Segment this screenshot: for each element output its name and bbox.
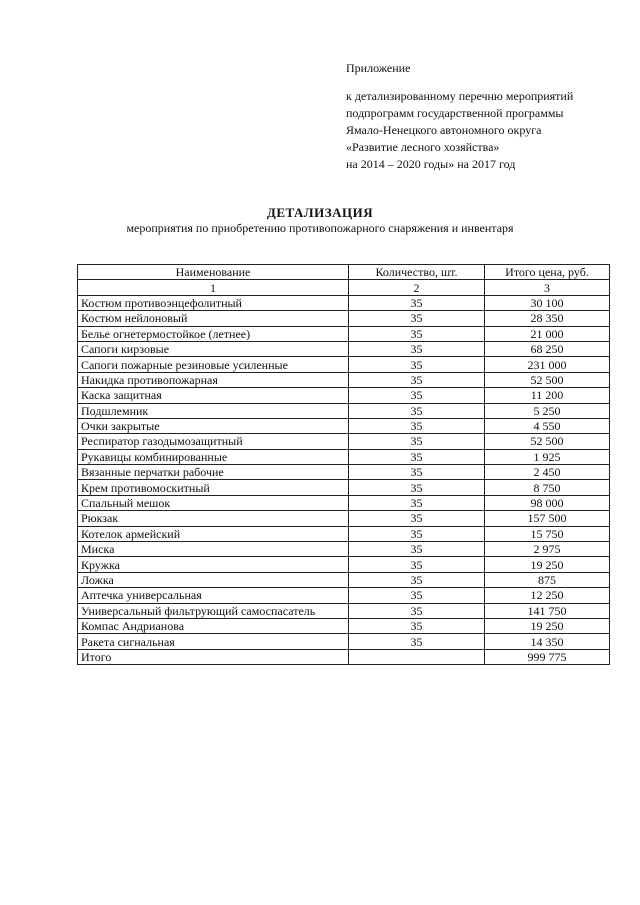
item-quantity-cell: 35 xyxy=(349,588,485,603)
table-row xyxy=(78,542,610,557)
appendix-line: Ямало-Ненецкого автономного округа xyxy=(346,123,542,137)
item-quantity-cell: 35 xyxy=(349,480,485,495)
item-name-cell: Рукавицы комбинированные xyxy=(78,449,349,464)
column-number-2: 2 xyxy=(349,280,485,295)
item-quantity-cell: 35 xyxy=(349,372,485,387)
table-row xyxy=(78,480,610,495)
item-total-cell: 2 975 xyxy=(485,542,610,557)
header-total: Итого цена, руб. xyxy=(485,265,610,280)
column-number-3: 3 xyxy=(485,280,610,295)
item-quantity-cell: 35 xyxy=(349,542,485,557)
item-quantity-cell: 35 xyxy=(349,449,485,464)
item-total-cell: 21 000 xyxy=(485,326,610,341)
item-name-cell: Аптечка универсальная xyxy=(78,588,349,603)
item-name-cell: Спальный мешок xyxy=(78,495,349,510)
header-name: Наименование xyxy=(78,265,349,280)
item-quantity-cell: 35 xyxy=(349,557,485,572)
table-row xyxy=(78,326,610,341)
item-quantity-cell: 35 xyxy=(349,295,485,310)
item-name-cell: Респиратор газодымозащитный xyxy=(78,434,349,449)
item-quantity-cell: 35 xyxy=(349,434,485,449)
item-total-cell: 14 350 xyxy=(485,634,610,649)
table-row xyxy=(78,465,610,480)
document-subtitle: мероприятия по приобретению противопожарного снаряжения и инвентаря xyxy=(126,221,514,235)
appendix-line: на 2014 – 2020 годы» на 2017 год xyxy=(346,157,516,171)
item-total-cell: 12 250 xyxy=(485,588,610,603)
header-quantity: Количество, шт. xyxy=(349,265,485,280)
item-name-cell: Каска защитная xyxy=(78,388,349,403)
table-row xyxy=(78,341,610,356)
item-total-cell: 875 xyxy=(485,572,610,587)
item-name-cell: Сапоги пожарные резиновые усиленные xyxy=(78,357,349,372)
table-body xyxy=(78,295,610,664)
item-name-cell: Накидка противопожарная xyxy=(78,372,349,387)
item-total-cell: 157 500 xyxy=(485,511,610,526)
item-quantity-cell: 35 xyxy=(349,572,485,587)
item-name-cell: Компас Андрианова xyxy=(78,618,349,633)
item-quantity-cell: 35 xyxy=(349,634,485,649)
table-row xyxy=(78,418,610,433)
table-header-row xyxy=(78,265,610,280)
item-name-cell: Кружка xyxy=(78,557,349,572)
table-row xyxy=(78,295,610,310)
item-quantity-cell: 35 xyxy=(349,326,485,341)
item-name-cell: Подшлемник xyxy=(78,403,349,418)
item-quantity-cell: 35 xyxy=(349,403,485,418)
table-row xyxy=(78,511,610,526)
detail-table xyxy=(77,264,610,665)
table-row xyxy=(78,434,610,449)
item-name-cell: Универсальный фильтрующий самоспасатель xyxy=(78,603,349,618)
item-total-cell: 5 250 xyxy=(485,403,610,418)
item-name-cell: Белье огнетермостойкое (летнее) xyxy=(78,326,349,341)
item-total-cell: 30 100 xyxy=(485,295,610,310)
item-total-cell: 52 500 xyxy=(485,372,610,387)
item-quantity-cell: 35 xyxy=(349,311,485,326)
item-name-cell: Рюкзак xyxy=(78,511,349,526)
item-name-cell: Миска xyxy=(78,542,349,557)
document-title: ДЕТАЛИЗАЦИЯ xyxy=(266,205,374,220)
item-total-cell: 4 550 xyxy=(485,418,610,433)
item-total-cell: 15 750 xyxy=(485,526,610,541)
table-total-row xyxy=(78,649,610,664)
item-quantity-cell: 35 xyxy=(349,418,485,433)
item-name-cell: Котелок армейский xyxy=(78,526,349,541)
item-total-cell: 19 250 xyxy=(485,618,610,633)
table-row xyxy=(78,603,610,618)
item-total-cell: 68 250 xyxy=(485,341,610,356)
item-name-cell: Очки закрытые xyxy=(78,418,349,433)
item-name-cell: Ложка xyxy=(78,572,349,587)
item-name-cell: Костюм нейлоновый xyxy=(78,311,349,326)
table-row xyxy=(78,357,610,372)
item-total-cell: 28 350 xyxy=(485,311,610,326)
item-quantity-cell: 35 xyxy=(349,495,485,510)
item-quantity-cell: 35 xyxy=(349,511,485,526)
item-name-cell: Ракета сигнальная xyxy=(78,634,349,649)
total-quantity-cell xyxy=(349,649,485,664)
table-row xyxy=(78,588,610,603)
item-total-cell: 2 450 xyxy=(485,465,610,480)
table-row xyxy=(78,495,610,510)
table-row xyxy=(78,388,610,403)
item-total-cell: 52 500 xyxy=(485,434,610,449)
appendix-block xyxy=(346,60,626,173)
item-total-cell: 8 750 xyxy=(485,480,610,495)
item-total-cell: 98 000 xyxy=(485,495,610,510)
table-row xyxy=(78,634,610,649)
appendix-line: «Развитие лесного хозяйства» xyxy=(346,140,500,154)
appendix-line: подпрограмм государственной программы xyxy=(346,106,564,120)
item-quantity-cell: 35 xyxy=(349,603,485,618)
table-row xyxy=(78,526,610,541)
item-quantity-cell: 35 xyxy=(349,388,485,403)
appendix-heading: Приложение xyxy=(346,61,411,75)
item-quantity-cell: 35 xyxy=(349,465,485,480)
table-row xyxy=(78,403,610,418)
item-total-cell: 231 000 xyxy=(485,357,610,372)
item-total-cell: 11 200 xyxy=(485,388,610,403)
table-row xyxy=(78,449,610,464)
item-total-cell: 141 750 xyxy=(485,603,610,618)
item-name-cell: Крем противомоскитный xyxy=(78,480,349,495)
total-amount-cell: 999 775 xyxy=(485,649,610,664)
item-quantity-cell: 35 xyxy=(349,618,485,633)
table-row xyxy=(78,557,610,572)
item-quantity-cell: 35 xyxy=(349,357,485,372)
item-quantity-cell: 35 xyxy=(349,341,485,356)
total-label-cell: Итого xyxy=(78,649,349,664)
table-column-number-row xyxy=(78,280,610,295)
table-row xyxy=(78,311,610,326)
item-total-cell: 1 925 xyxy=(485,449,610,464)
column-number-1: 1 xyxy=(78,280,349,295)
table-row xyxy=(78,618,610,633)
item-quantity-cell: 35 xyxy=(349,526,485,541)
table-row xyxy=(78,372,610,387)
item-name-cell: Вязанные перчатки рабочие xyxy=(78,465,349,480)
table-row xyxy=(78,572,610,587)
item-name-cell: Сапоги кирзовые xyxy=(78,341,349,356)
appendix-line: к детализированному перечню мероприятий xyxy=(346,89,574,103)
item-total-cell: 19 250 xyxy=(485,557,610,572)
item-name-cell: Костюм противоэнцефолитный xyxy=(78,295,349,310)
